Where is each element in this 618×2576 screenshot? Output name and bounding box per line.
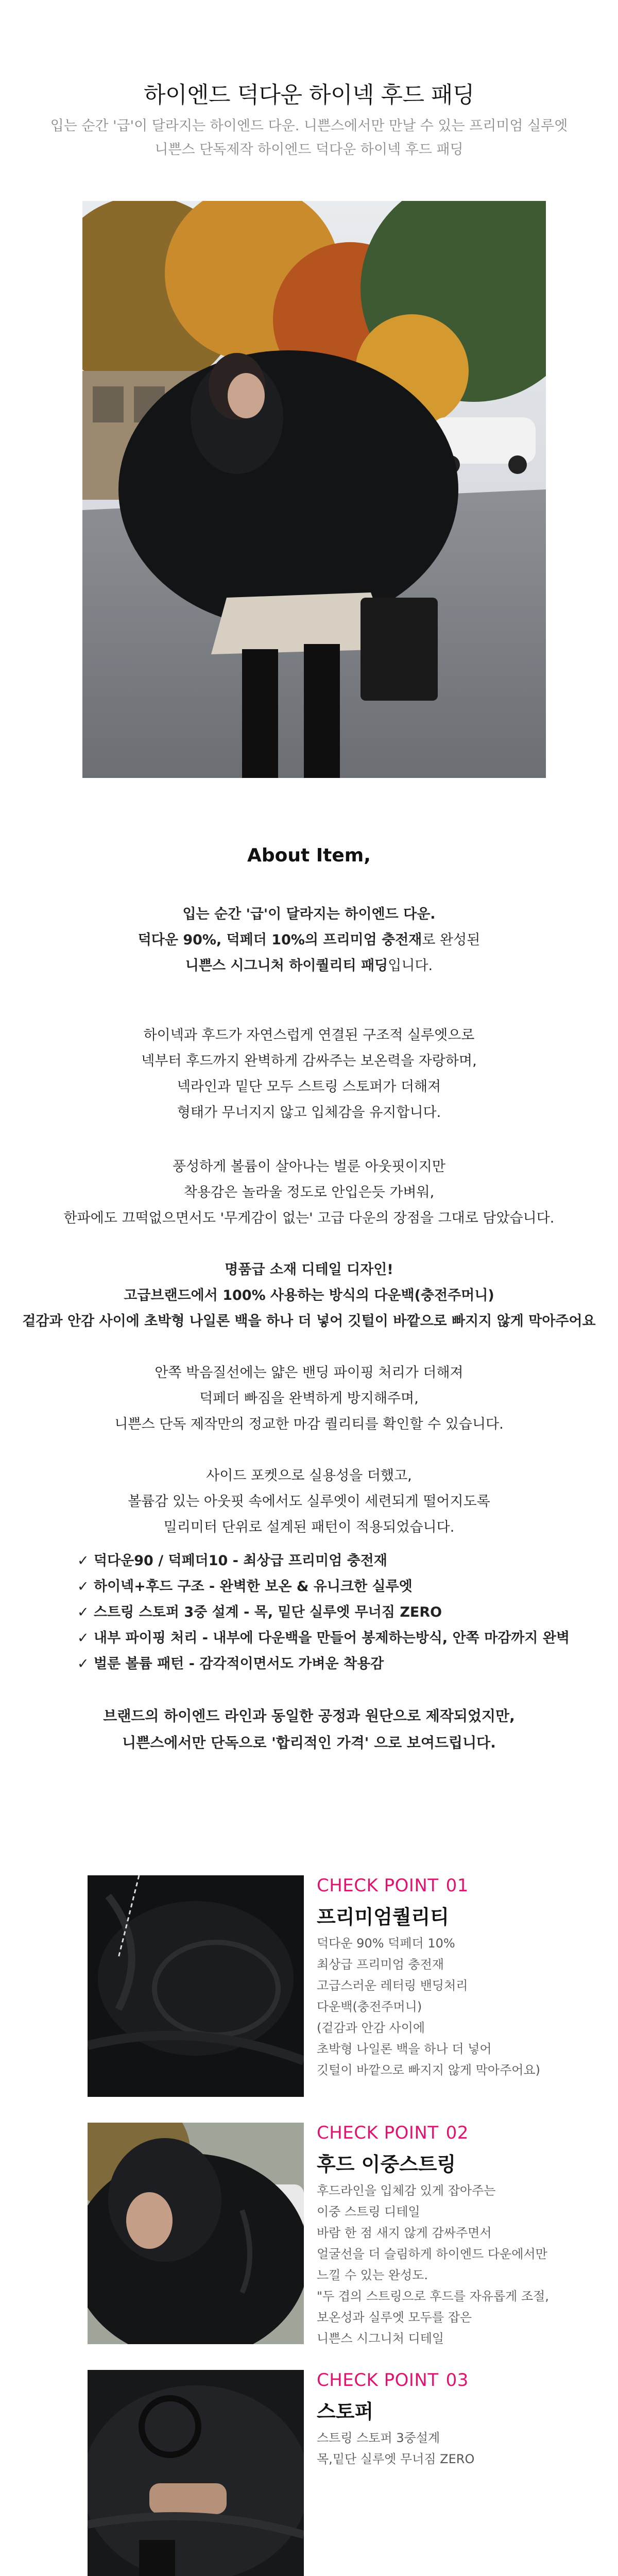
closing-statement [0,1703,618,1756]
check-point-01-text [317,1875,564,2081]
check-point-03-text [317,2370,564,2470]
piping-line: 덕페더 빠짐을 완벽하게 방지해주며, [199,1391,419,1406]
closing-line: 브랜드의 하이엔드 라인과 동일한 공정과 원단으로 제작되었지만, [103,1707,515,1724]
pocket-line: 볼륨감 있는 아웃핏 속에서도 실루엣이 세련되게 떨어지도록 [128,1494,490,1510]
check-point-title: 스토퍼 [317,2400,374,2423]
piping-line: 니쁜스 단독 제작만의 정교한 마감 퀄리티를 확인할 수 있습니다. [114,1416,504,1432]
silhouette-line: 하이넥과 후드가 자연스럽게 연결된 구조적 실루엣으로 [143,1027,475,1043]
pocket-line: 사이드 포켓으로 실용성을 더했고, [206,1468,412,1484]
check-point-desc-line: 고급스러운 레터링 밴딩처리 [317,1978,468,1993]
piping-line: 안쪽 박음질선에는 얇은 밴딩 파이핑 처리가 더해져 [154,1365,464,1381]
hero-model-photo [82,201,546,778]
check-point-02 [88,2123,566,2344]
check-point-01-photo [88,1875,304,2097]
about-item-title: About Item, [247,845,371,866]
checklist-item: ✓ 하이넥+후드 구조 - 완벽한 보온 & 유니크한 실루엣 [77,1579,413,1595]
check-point-desc-line: 초박형 나일론 백을 하나 더 넣어 [317,2042,492,2056]
checklist-item: ✓ 내부 파이핑 처리 - 내부에 다운백을 만들어 봉제하는방식, 안쪽 마감까지 완벽 [77,1630,570,1646]
about-volume-paragraph [0,1154,618,1231]
check-point-desc-line: 이중 스트링 디테일 [317,2205,420,2219]
check-point-desc-line: "두 겹의 스트링으로 후드를 자유롭게 조절, [317,2289,549,2303]
volume-line: 한파에도 끄떡없으면서도 '무게감이 없는' 고급 다운의 장점을 그대로 담았습니다. [63,1210,555,1226]
material-line: 명품급 소재 디테일 디자인! [225,1262,393,1278]
check-point-desc-line: 덕다운 90% 덕페더 10% [317,1936,455,1951]
volume-line: 풍성하게 볼륨이 살아나는 벌룬 아웃핏이지만 [173,1159,445,1175]
material-line: 겉감과 안감 사이에 초박형 나일론 백을 하나 더 넣어 깃털이 바깥으로 빠지지 않게 막아주어요 [22,1313,596,1329]
check-point-label: CHECK POINT 01 [317,1875,469,1896]
check-point-desc-line: (겉감과 안감 사이에 [317,2021,425,2035]
check-point-label: CHECK POINT 03 [317,2370,469,2391]
silhouette-line: 넥라인과 밑단 모두 스트링 스토퍼가 더해져 [177,1079,441,1095]
check-point-desc-line: 후드라인을 입체감 있게 잡아주는 [317,2183,496,2198]
check-point-label: CHECK POINT 02 [317,2123,469,2143]
check-point-desc-line: 니쁜스 시그니처 디테일 [317,2331,444,2346]
product-title: 하이엔드 덕다운 하이넥 후드 패딩 [144,82,474,108]
check-point-desc-line: 최상급 프리미엄 충전재 [317,1957,444,1972]
silhouette-line: 넥부터 후드까지 완벽하게 감싸주는 보온력을 자랑하며, [141,1053,477,1069]
intro-line-2: 덕다운 90%, 덕페더 10%의 프리미엄 충전재로 완성된 [138,932,480,948]
about-intro-paragraph [0,902,618,979]
silhouette-line: 형태가 무너지지 않고 입체감을 유지합니다. [177,1105,441,1121]
about-material-paragraph [0,1257,618,1334]
checklist-item: ✓ 스트링 스토퍼 3중 설계 - 목, 밑단 실루엣 무너짐 ZERO [77,1604,442,1620]
intro-line-1: 입는 순간 '급'이 달라지는 하이엔드 다운. [182,906,436,922]
checklist-item: ✓ 덕다운90 / 덕페더10 - 최상급 프리미엄 충전재 [77,1553,387,1569]
checklist-item: ✓ 벌룬 볼륨 패턴 - 감각적이면서도 가벼운 착용감 [77,1656,384,1672]
feature-checklist [77,1548,592,1677]
product-subtitle-line-2: 니쁜스 단독제작 하이엔드 덕다운 하이넥 후드 패딩 [154,142,464,158]
check-point-03 [88,2370,566,2576]
check-point-desc-line: 얼굴선을 더 슬림하게 하이엔드 다운에서만 [317,2247,547,2261]
about-piping-paragraph [0,1360,618,1437]
check-point-03-photo [88,2370,304,2576]
check-point-desc-line: 느낄 수 있는 완성도. [317,2268,428,2282]
closing-line: 니쁜스에서만 단독으로 '합리적인 가격' 으로 보여드립니다. [122,1734,496,1751]
check-point-title: 프리미엄퀄리티 [317,1906,449,1928]
about-silhouette-paragraph [0,1023,618,1126]
check-point-02-photo [88,2123,304,2344]
check-point-title: 후드 이중스트링 [317,2153,456,2176]
check-point-desc-line: 다운백(충전주머니) [317,1999,422,2014]
check-point-01 [88,1875,566,2097]
check-point-desc-line: 보온성과 실루엣 모두를 잡은 [317,2310,472,2325]
volume-line: 착용감은 놀라울 정도로 안입은듯 가벼워, [183,1184,435,1200]
check-point-desc-line: 목,밑단 실루엣 무너짐 ZERO [317,2452,475,2466]
material-line: 고급브랜드에서 100% 사용하는 방식의 다운백(충전주머니) [124,1287,494,1303]
product-subtitle-line-1: 입는 순간 '급'이 달라지는 하이엔드 다운. 니쁜스에서만 만날 수 있는 프리미엄 실루엣 [50,118,568,134]
intro-line-3: 니쁜스 시그니처 하이퀄리티 패딩입니다. [185,958,433,974]
check-point-desc-line: 깃털이 바깥으로 빠지지 않게 막아주어요) [317,2063,541,2077]
pocket-line: 밀리미터 단위로 설계된 패턴이 적용되었습니다. [163,1519,455,1535]
check-point-02-text [317,2123,564,2349]
check-point-desc-line: 바람 한 점 새지 않게 감싸주면서 [317,2226,492,2240]
about-pocket-paragraph [0,1463,618,1540]
check-point-desc-line: 스트링 스토퍼 3중설계 [317,2431,440,2445]
